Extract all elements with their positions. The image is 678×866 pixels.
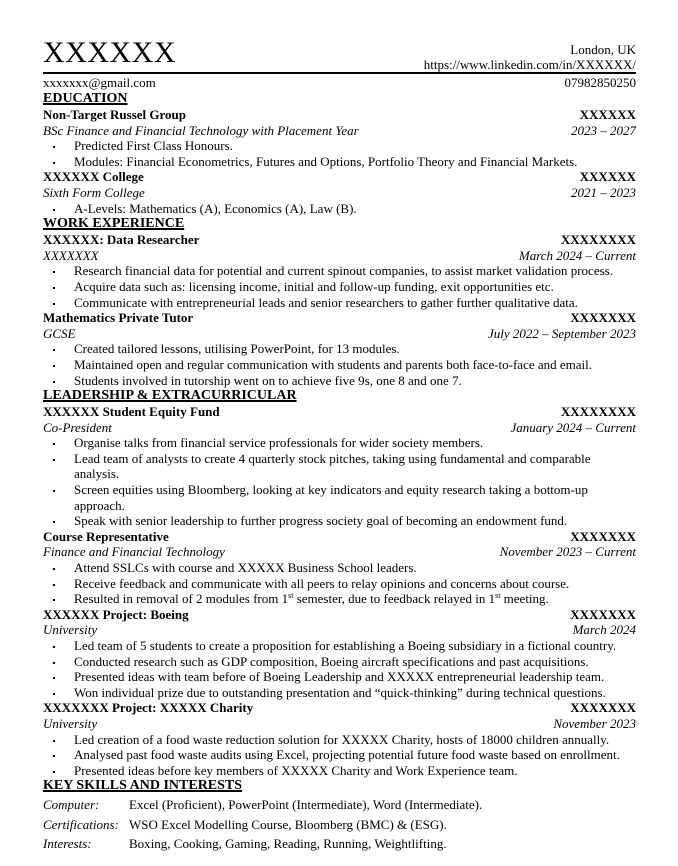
skill-value: Excel (Proficient), PowerPoint (Intermediate), Word (Intermediate). [129, 797, 483, 813]
entry-location: XXXXXX [579, 107, 636, 122]
bullet-item: Presented ideas with team before of Boeing Leadership and XXXXX entrepreneurial leadership team. [43, 669, 636, 685]
superscript: st [495, 591, 501, 601]
bullet-item: Acquire data such as: licensing income, initial and follow-up funding, exit opportunities etc. [43, 279, 636, 295]
skill-value: WSO Excel Modelling Course, Bloomberg (BMC) & (ESG). [129, 816, 447, 832]
skill-row-computer [43, 795, 636, 815]
entry-location: XXXXXXX [570, 606, 636, 622]
bullet-item: Speak with senior leadership to further progress society goal of becoming an endowment fund. [43, 513, 636, 529]
skills-list [43, 795, 636, 854]
bullet-item: Students involved in tutorship went on to achieve five 9s, one 8 and one 7. [43, 373, 636, 389]
leadership-entry [43, 404, 636, 529]
section-title-skills: KEY SKILLS AND INTERESTS [43, 778, 243, 794]
bullet-item: Modules: Financial Econometrics, Futures and Options, Portfolio Theory and Financial Markets. [43, 154, 636, 170]
education-entry [43, 169, 636, 216]
bullet-text: semester, due to feedback relayed in 1 [293, 591, 496, 607]
education-entry [43, 107, 636, 169]
bullet-item: Led team of 5 students to create a proposition for establishing a Boeing subsidiary in a fictional country. [43, 638, 636, 654]
bullet-item: Organise talks from financial service professionals for wider society members. [43, 435, 636, 451]
entry-org: Non-Target Russel Group [43, 107, 187, 122]
entry-location: XXXXXX [579, 169, 636, 185]
bullet-item: Presented ideas before key members of XXXXX Charity and Work Experience team. [43, 763, 636, 779]
bullet-item: Maintained open and regular communication with students and parents both face-to-face and email. [43, 357, 636, 373]
work-entry [43, 232, 636, 310]
bullet-item [43, 591, 636, 607]
bullet-text: meeting. [500, 591, 549, 607]
entry-dates: November 2023 [553, 715, 636, 731]
bullet-item: Won individual prize due to outstanding presentation and “quick-thinking” during technical questions. [43, 685, 636, 701]
entry-dates: March 2024 – Current [518, 247, 636, 263]
entry-role: XXXXXXX [43, 247, 99, 263]
bullet-item: Predicted First Class Honours. [43, 138, 636, 154]
location: London, UK [570, 42, 636, 57]
entry-role: University [43, 622, 98, 638]
entry-dates: 2021 – 2023 [571, 184, 636, 200]
entry-org: XXXXXX College [43, 169, 144, 185]
leadership-entry [43, 607, 636, 701]
entry-role: Sixth Form College [43, 184, 145, 200]
bullet-item: Screen equities using Bloomberg, looking at key indicators and equity research taking a bottom-up approach. [43, 482, 636, 513]
leadership-entry [43, 700, 636, 778]
skill-label: Computer: [43, 797, 100, 813]
skill-value: Boxing, Cooking, Gaming, Reading, Running, Weightlifting. [129, 836, 447, 852]
entry-org: XXXXXX Project: Boeing [43, 606, 189, 622]
skill-row-interests [43, 834, 636, 854]
entry-location: XXXXXXX [570, 700, 636, 716]
superscript: st [288, 591, 294, 601]
resume-header [43, 38, 636, 72]
contact-row [43, 75, 636, 91]
bullet-item: Attend SSLCs with course and XXXXX Business School leaders. [43, 560, 636, 576]
bullet-item: Lead team of analysts to create 4 quarterly stock pitches, taking using fundamental and comparable analysis. [43, 451, 636, 482]
entry-dates: March 2024 [572, 622, 636, 638]
entry-role: Finance and Financial Technology [43, 544, 225, 560]
entry-location: XXXXXXX [570, 310, 636, 326]
entry-role: Co-President [43, 419, 112, 435]
entry-dates: November 2023 – Current [499, 544, 636, 560]
entry-dates: January 2024 – Current [510, 419, 636, 435]
bullet-item: Conducted research such as GDP composition, Boeing aircraft specifications and past acquisitions. [43, 654, 636, 670]
entry-role: BSc Finance and Financial Technology with Placement Year [43, 122, 359, 138]
email-link[interactable]: xxxxxxx@gmail.com [43, 75, 156, 90]
entry-org: XXXXXX: Data Researcher [43, 232, 200, 248]
entry-location: XXXXXXXX [560, 404, 636, 420]
section-title-work-experience: WORK EXPERIENCE [43, 216, 185, 232]
bullet-item: Receive feedback and communicate with all peers to relay opinions and concerns about course. [43, 576, 636, 592]
entry-location: XXXXXXX [570, 528, 636, 544]
skill-label: Interests: [43, 836, 92, 852]
skill-label: Certifications: [43, 816, 119, 832]
bullet-item: Created tailored lessons, utilising PowerPoint, for 13 modules. [43, 341, 636, 357]
entry-dates: 2023 – 2027 [571, 122, 636, 138]
header-right [424, 42, 636, 72]
bullet-item: A-Levels: Mathematics (A), Economics (A), Law (B). [43, 201, 636, 217]
skill-row-certifications [43, 815, 636, 835]
header-rule [43, 72, 636, 74]
bullet-item: Research financial data for potential and current spinout companies, to assist market validation process. [43, 263, 636, 279]
linkedin-link[interactable]: https://www.linkedin.com/in/XXXXXX/ [423, 57, 636, 72]
leadership-entry [43, 529, 636, 607]
resume-page [43, 38, 636, 854]
bullet-text: Resulted in removal of 2 modules from 1 [74, 591, 289, 607]
entry-dates: July 2022 – September 2023 [487, 325, 636, 341]
entry-role: GCSE [43, 325, 76, 341]
work-entry [43, 310, 636, 388]
bullet-item: Led creation of a food waste reduction solution for XXXXX Charity, hosts of 18000 children annually. [43, 732, 636, 748]
bullet-item: Analysed past food waste audits using Excel, projecting potential future food waste based on enrollment. [43, 747, 636, 763]
phone-number: 07982850250 [564, 75, 636, 90]
entry-org: XXXXXXX Project: XXXXX Charity [43, 700, 254, 716]
section-title-leadership: LEADERSHIP & EXTRACURRICULAR [43, 388, 297, 404]
entry-location: XXXXXXXX [560, 232, 636, 248]
entry-org: XXXXXX Student Equity Fund [43, 404, 220, 420]
candidate-name: XXXXXX [43, 36, 176, 69]
section-title-education: EDUCATION [43, 91, 128, 106]
entry-org: Mathematics Private Tutor [43, 310, 194, 326]
bullet-item: Communicate with entrepreneurial leads and senior researchers to gather further qualitative data. [43, 295, 636, 311]
entry-role: University [43, 715, 98, 731]
entry-org: Course Representative [43, 528, 169, 544]
